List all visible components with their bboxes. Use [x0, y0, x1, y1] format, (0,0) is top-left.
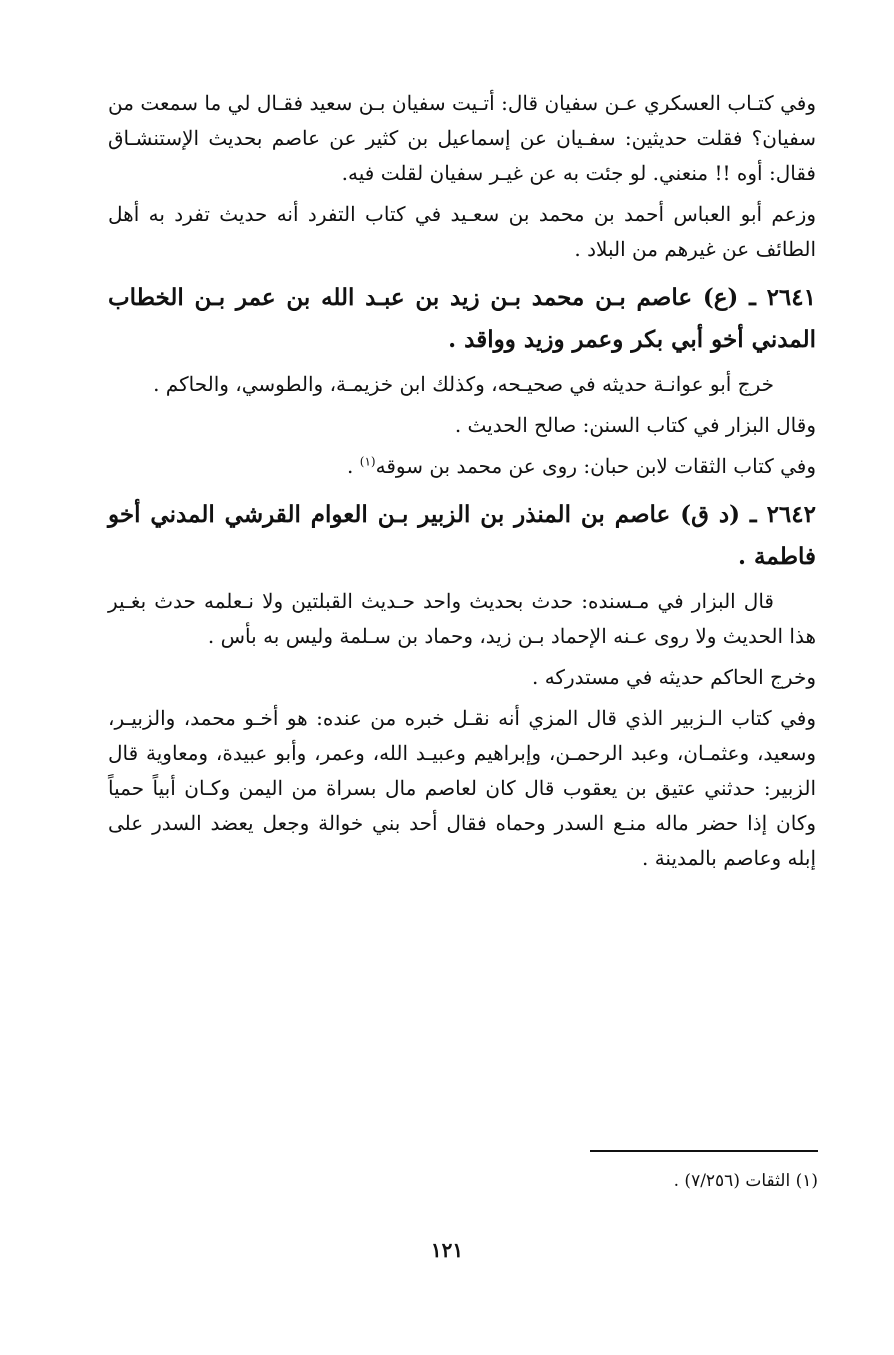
paragraph-bazzar-musnad: قال البزار في مـسنده: حدث بحديث واحد حـديث القبلتين ولا نـعلمه حدث بغـير هذا الحديث ولا روى عـنه الإحماد بـن زيد، وحماد بن سـلمة وليس به بأس . [108, 589, 816, 648]
footnote-divider [590, 1150, 818, 1152]
paragraph-askari-sufyan: وفي كتـاب العسكري عـن سفيان قال: أتـيت سفيان بـن سعيد فقـال لي ما سمعت من سفيان؟ فقلت حديثين: سفـيان عن إسماعيل بن كثير عن عاصم بحديث الإستنشـاق فقال: أوه !! منعني. لو جئت به عن غيـر سفيان لقلت فيه. [108, 91, 816, 185]
paragraph-abu-abbas-tafarrud: وزعم أبو العباس أحمد بن محمد بن سعـيد في كتاب التفرد أنه حديث تفرد به أهل الطائف عن غيرهم من البلاد . [108, 202, 816, 261]
paragraph-abu-awana: خرج أبو عوانـة حديثه في صحيـحه، وكذلك ابن خزيمـة، والطوسي، والحاكم . [153, 372, 774, 396]
entry-heading-2641: ٢٦٤١ ـ (ع) عاصم بـن محمد بـن زيد بن عبـد الله بن عمر بـن الخطاب المدني أخو أبي بكر وعمر وزيد وواقد . [108, 284, 816, 353]
paragraph-zubayr-book: وفي كتاب الـزبير الذي قال المزي أنه نقـل خبره من عنده: هو أخـو محمد، والزبيـر، وسعيد، وعثمـان، وعبد الرحمـن، وإبراهيم وعبيـد الله، وعمر، وأبو عبيدة، ومعاوية قال الزبير: حدثني عتيق بن يعقوب قال كان لعاصم مال بسراة من اليمن وكـان أبياً حمياً وكان إذا حضر ماله منـع السدر وحماه فقال أحد بني خوالة وجعل يعضد السدر على إبله وعاصم بالمدينة . [108, 706, 816, 870]
paragraph-thiqat-ibn-hibban [108, 449, 816, 484]
paragraph-hakim-mustadrak: وخرج الحاكم حديثه في مستدركه . [531, 665, 816, 689]
thiqat-end: . [347, 454, 360, 478]
paragraph-bazzar-sunan: وقال البزار في كتاب السنن: صالح الحديث . [454, 413, 816, 437]
footnote: (١) الثقات (٧/٢٥٦) . [673, 1171, 818, 1191]
page-number: ١٢١ [430, 1238, 464, 1262]
footnote-reference[interactable]: (١) [359, 454, 376, 469]
thiqat-text: وفي كتاب الثقات لابن حبان: روى عن محمد بن سوقه [375, 454, 816, 478]
entry-heading-2642: ٢٦٤٢ ـ (د ق) عاصم بن المنذر بن الزبير بـن العوام القرشي المدني أخو فاطمة . [108, 501, 816, 570]
page-body [108, 86, 816, 876]
